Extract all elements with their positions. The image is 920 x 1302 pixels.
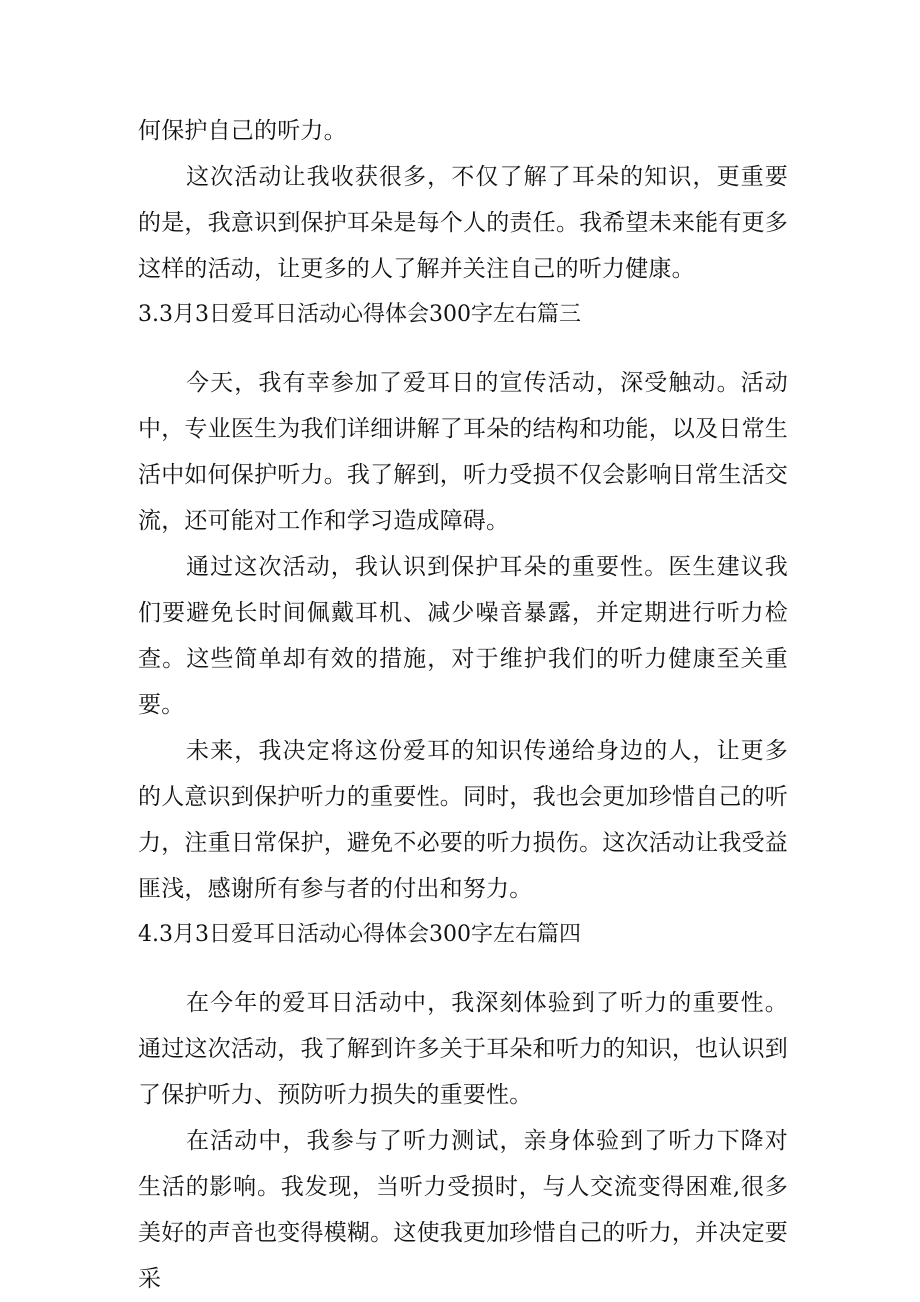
paragraph-continuation: 何保护自己的听力。	[138, 118, 347, 144]
spacer	[138, 958, 788, 980]
paragraph: 通过这次活动，我认识到保护耳朵的重要性。医生建议我们要避免长时间佩戴耳机、减少噪音暴露，并定期进行听力检查。这些简单却有效的措施，对于维护我们的听力健康至关重要。	[138, 554, 788, 718]
spacer	[138, 338, 788, 360]
paragraph: 今天，我有幸参加了爱耳日的宣传活动，深受触动。活动中，专业医生为我们详细讲解了耳朵的结构和功能，以及日常生活中如何保护听力。我了解到，听力受损不仅会影响日常生活交流，还可能对工作和学习造成障碍。	[138, 370, 788, 534]
paragraph: 这次活动让我收获很多，不仅了解了耳朵的知识，更重要的是，我意识到保护耳朵是每个人的责任。我希望未来能有更多这样的活动，让更多的人了解并关注自己的听力健康。	[138, 164, 788, 282]
document-body	[138, 108, 788, 1302]
paragraph: 未来，我决定将这份爱耳的知识传递给身边的人，让更多的人意识到保护听力的重要性。同时，我也会更加珍惜自己的听力，注重日常保护，避免不必要的听力损伤。这次活动让我受益匪浅，感谢所有参与者的付出和努力。	[138, 738, 788, 902]
section-heading-4: 4.3月3日爱耳日活动心得体会300字左右篇四	[138, 922, 581, 947]
paragraph: 在今年的爱耳日活动中，我深刻体验到了听力的重要性。通过这次活动，我了解到许多关于耳朵和听力的知识，也认识到了保护听力、预防听力损失的重要性。	[138, 990, 788, 1108]
section-heading-3: 3.3月3日爱耳日活动心得体会300字左右篇三	[138, 302, 581, 327]
paragraph: 在活动中，我参与了听力测试，亲身体验到了听力下降对生活的影响。我发现，当听力受损时，与人交流变得困难,很多美好的声音也变得模糊。这使我更加珍惜自己的听力，并决定要采	[138, 1128, 788, 1292]
